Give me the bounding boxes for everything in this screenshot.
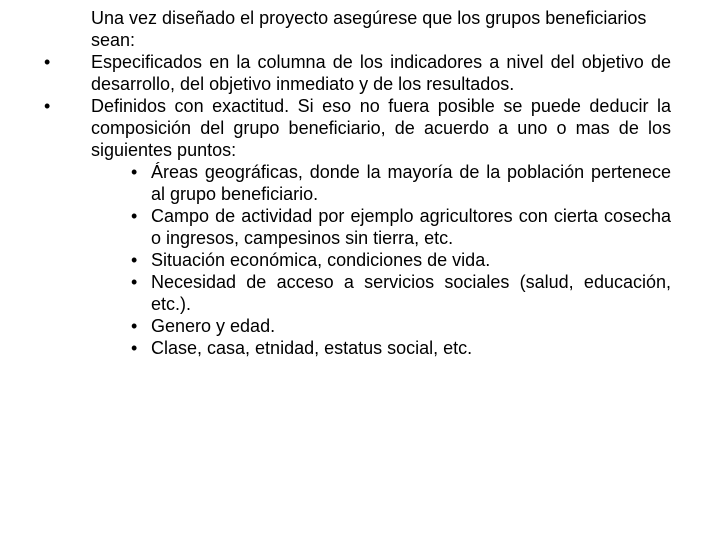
sub-bullet-marker: • xyxy=(131,272,138,292)
sub-bullet-text: Situación económica, condiciones de vida. xyxy=(151,250,491,270)
sub-bullet-text: Genero y edad. xyxy=(151,316,276,336)
sub-bullet-marker: • xyxy=(131,162,138,182)
bullet-list xyxy=(0,51,720,359)
sub-bullet-text: Clase, casa, etnidad, estatus social, etc. xyxy=(151,338,473,358)
sub-bullet-marker: • xyxy=(131,316,138,336)
sub-bullet-marker: • xyxy=(131,338,138,358)
intro-text: Una vez diseñado el proyecto asegúrese que los grupos beneficiarios sean: xyxy=(91,8,647,50)
bullet-item-defined xyxy=(0,95,671,359)
sub-bullet-item xyxy=(91,337,671,359)
sub-bullet-item xyxy=(91,205,671,249)
bullet-marker: • xyxy=(44,52,51,72)
sub-bullet-text: Campo de actividad por ejemplo agricultores con cierta cosecha o ingresos, campesinos sin tierra, etc. xyxy=(151,206,671,248)
sub-bullet-item xyxy=(91,161,671,205)
sub-bullet-item xyxy=(91,271,671,315)
sub-bullet-text: Necesidad de acceso a servicios sociales (salud, educación, etc.). xyxy=(151,272,671,314)
bullet-text: Definidos con exactitud. Si eso no fuera posible se puede deducir la composición del grupo beneficiario, de acuerdo a uno o mas de los siguientes puntos: xyxy=(91,96,671,160)
sub-bullet-item xyxy=(91,249,671,271)
sub-bullet-marker: • xyxy=(131,206,138,226)
sub-bullet-item xyxy=(91,315,671,337)
sub-bullet-list xyxy=(91,161,671,359)
bullet-text: Especificados en la columna de los indicadores a nivel del objetivo de desarrollo, del objetivo inmediato y de los resultados. xyxy=(91,52,671,94)
sub-bullet-text: Áreas geográficas, donde la mayoría de la población pertenece al grupo beneficiario. xyxy=(151,162,671,204)
bullet-item-specified xyxy=(0,51,671,95)
sub-bullet-marker: • xyxy=(131,250,138,270)
bullet-marker: • xyxy=(44,96,51,116)
